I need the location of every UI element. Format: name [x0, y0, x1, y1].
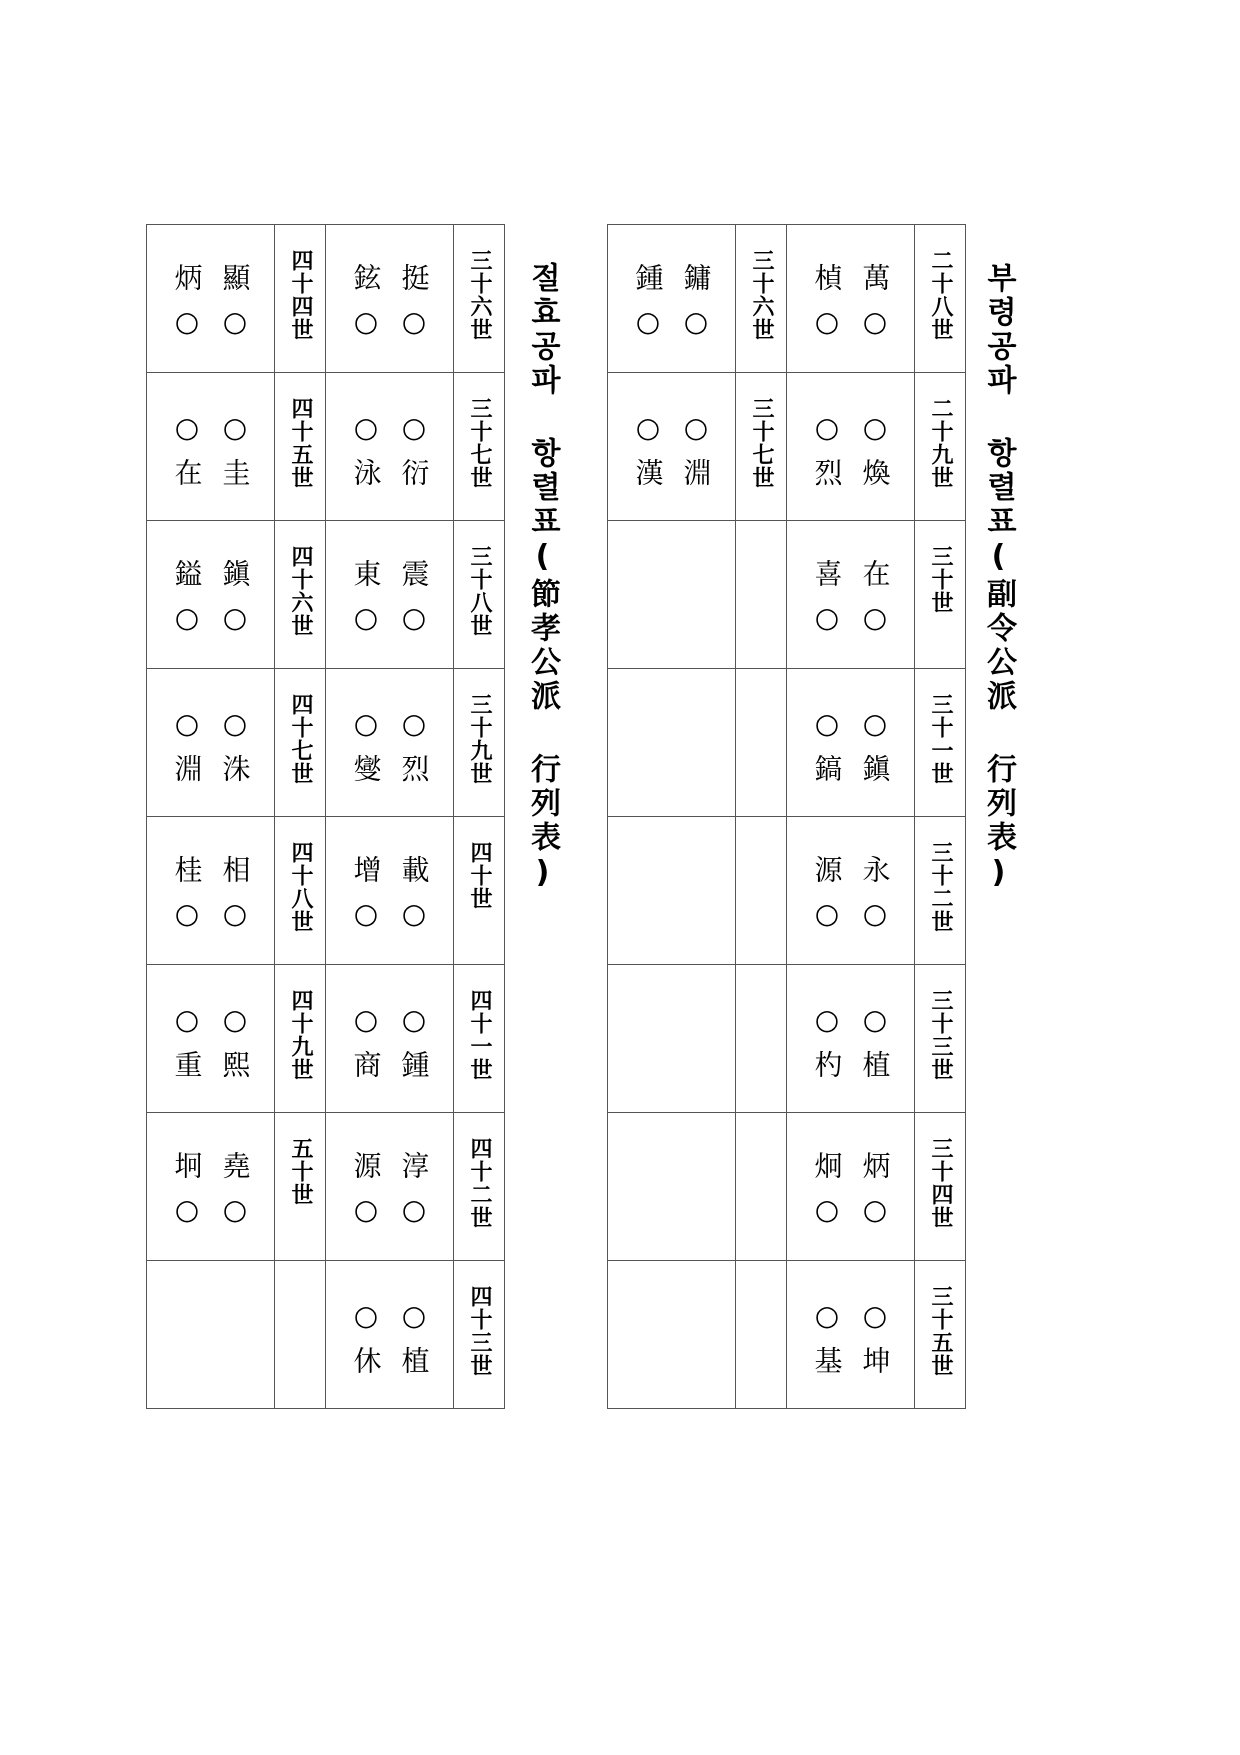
- generation-cell: [454, 1261, 505, 1409]
- name-char: 源○: [810, 855, 844, 944]
- table-row: [147, 1261, 505, 1409]
- name-cell: [326, 965, 454, 1113]
- name-char: 萬○: [858, 263, 892, 352]
- name-cell: [787, 817, 915, 965]
- generation-cell: [275, 965, 326, 1113]
- name-char: 挺○: [397, 263, 431, 352]
- name-cell: [608, 1261, 736, 1409]
- name-char: ○衍: [397, 411, 431, 500]
- name-char: 源○: [349, 1151, 383, 1240]
- name-char: ○燮: [349, 707, 383, 796]
- table-row: [608, 1113, 966, 1261]
- name-cell: [147, 373, 275, 521]
- name-char: 喜○: [810, 559, 844, 648]
- generation-label: 三十九世: [467, 693, 492, 785]
- name-char: ○圭: [218, 411, 252, 500]
- name-cell: [326, 1113, 454, 1261]
- name-cell: [326, 817, 454, 965]
- generation-label: 四十四世: [288, 249, 313, 341]
- generation-cell: [915, 965, 966, 1113]
- table-row: [147, 965, 505, 1113]
- generation-label: 三十八世: [467, 545, 492, 637]
- name-char: 淳○: [397, 1151, 431, 1240]
- name-char: ○鎭: [858, 707, 892, 796]
- generation-cell: [915, 373, 966, 521]
- generation-label: 四十五世: [288, 397, 313, 489]
- generation-cell: [736, 1261, 787, 1409]
- generation-cell: [454, 521, 505, 669]
- name-char: 載○: [397, 855, 431, 944]
- generation-cell: [275, 225, 326, 373]
- name-cell: [787, 965, 915, 1113]
- generation-cell: [454, 225, 505, 373]
- name-char: 炳○: [170, 263, 204, 352]
- name-char: ○商: [349, 1003, 383, 1092]
- table-row: [147, 669, 505, 817]
- generation-label: 三十世: [928, 545, 953, 614]
- table-row: [147, 225, 505, 373]
- generation-cell: [736, 373, 787, 521]
- name-cell: [147, 521, 275, 669]
- name-cell: [326, 669, 454, 817]
- table-row: [608, 521, 966, 669]
- name-cell: [147, 965, 275, 1113]
- generation-cell: [736, 669, 787, 817]
- name-char: ○泳: [349, 411, 383, 500]
- generation-cell: [454, 669, 505, 817]
- generation-label: 三十六世: [467, 249, 492, 341]
- name-char: 永○: [858, 855, 892, 944]
- name-char: ○煥: [858, 411, 892, 500]
- generation-label: 二十八世: [928, 249, 953, 341]
- name-char: ○基: [810, 1299, 844, 1388]
- name-cell: [326, 225, 454, 373]
- generation-cell: [454, 817, 505, 965]
- generation-cell: [275, 669, 326, 817]
- name-char: ○洙: [218, 707, 252, 796]
- generation-cell: [915, 669, 966, 817]
- table-row: [608, 373, 966, 521]
- generation-cell: [915, 1113, 966, 1261]
- name-char: 顯○: [218, 263, 252, 352]
- name-cell: [608, 1113, 736, 1261]
- name-char: 鏞○: [679, 263, 713, 352]
- generation-label: 三十六世: [749, 249, 774, 341]
- generation-cell: [275, 1261, 326, 1409]
- name-char: 鎭○: [218, 559, 252, 648]
- generation-label: 三十一世: [928, 693, 953, 785]
- name-cell: [787, 373, 915, 521]
- generation-cell: [736, 225, 787, 373]
- name-cell: [147, 1113, 275, 1261]
- name-char: ○鎬: [810, 707, 844, 796]
- name-cell: [326, 373, 454, 521]
- generation-cell: [915, 225, 966, 373]
- name-char: ○植: [858, 1003, 892, 1092]
- name-char: 增○: [349, 855, 383, 944]
- name-char: 坰○: [170, 1151, 204, 1240]
- generation-cell: [736, 965, 787, 1113]
- generation-label: 五十世: [288, 1137, 313, 1206]
- name-cell: [787, 669, 915, 817]
- name-char: 堯○: [218, 1151, 252, 1240]
- name-char: 楨○: [810, 263, 844, 352]
- generation-label: 四十一世: [467, 989, 492, 1081]
- name-char: ○淵: [679, 411, 713, 500]
- name-cell: [147, 225, 275, 373]
- name-char: ○烈: [397, 707, 431, 796]
- table-row: [147, 817, 505, 965]
- table-row: [147, 1113, 505, 1261]
- generation-cell: [915, 1261, 966, 1409]
- generation-label: 三十七世: [749, 397, 774, 489]
- generation-cell: [275, 373, 326, 521]
- name-cell: [787, 1113, 915, 1261]
- name-char: ○熙: [218, 1003, 252, 1092]
- table-row: [608, 225, 966, 373]
- name-char: ○坤: [858, 1299, 892, 1388]
- name-cell: [608, 225, 736, 373]
- generation-label: 三十五世: [928, 1285, 953, 1377]
- generation-label: 四十八世: [288, 841, 313, 933]
- name-char: ○淵: [170, 707, 204, 796]
- generation-label: 二十九世: [928, 397, 953, 489]
- generation-cell: [275, 817, 326, 965]
- name-char: 震○: [397, 559, 431, 648]
- generation-label: 四十二世: [467, 1137, 492, 1229]
- name-cell: [608, 373, 736, 521]
- name-cell: [787, 521, 915, 669]
- generation-cell: [275, 1113, 326, 1261]
- name-char: 桂○: [170, 855, 204, 944]
- generation-cell: [736, 1113, 787, 1261]
- name-char: 鎰○: [170, 559, 204, 648]
- name-char: ○休: [349, 1299, 383, 1388]
- table-title-jeolhyo: 절효공파 항렬표(節孝公派 行列表): [525, 262, 560, 894]
- generation-cell: [915, 521, 966, 669]
- generation-label: 三十二世: [928, 841, 953, 933]
- name-char: ○在: [170, 411, 204, 500]
- generation-cell: [454, 965, 505, 1113]
- generation-cell: [275, 521, 326, 669]
- name-cell: [608, 965, 736, 1113]
- name-cell: [326, 521, 454, 669]
- generation-label: 四十世: [467, 841, 492, 910]
- name-char: ○植: [397, 1299, 431, 1388]
- generation-cell: [454, 373, 505, 521]
- name-char: 鉉○: [349, 263, 383, 352]
- name-cell: [147, 817, 275, 965]
- generation-cell: [915, 817, 966, 965]
- table-row: [608, 965, 966, 1113]
- name-char: ○杓: [810, 1003, 844, 1092]
- name-cell: [147, 669, 275, 817]
- name-char: ○鍾: [397, 1003, 431, 1092]
- generation-cell: [736, 521, 787, 669]
- generation-label: 三十四世: [928, 1137, 953, 1229]
- generation-cell: [736, 817, 787, 965]
- generation-table-jeolhyo: [146, 224, 505, 1409]
- generation-table-buryeong: [607, 224, 966, 1409]
- name-char: 炯○: [810, 1151, 844, 1240]
- name-cell: [147, 1261, 275, 1409]
- name-cell: [608, 521, 736, 669]
- table-row: [608, 669, 966, 817]
- generation-label: 四十七世: [288, 693, 313, 785]
- name-char: ○重: [170, 1003, 204, 1092]
- generation-label: 四十九世: [288, 989, 313, 1081]
- table-row: [147, 373, 505, 521]
- table-row: [608, 1261, 966, 1409]
- generation-label: 四十六世: [288, 545, 313, 637]
- name-char: ○漢: [631, 411, 665, 500]
- name-char: 東○: [349, 559, 383, 648]
- table-title-buryeong: 부령공파 항렬표(副令公派 行列表): [981, 262, 1016, 894]
- generation-label: 三十三世: [928, 989, 953, 1081]
- generation-cell: [454, 1113, 505, 1261]
- table-row: [608, 817, 966, 965]
- name-char: ○烈: [810, 411, 844, 500]
- name-cell: [787, 1261, 915, 1409]
- name-cell: [608, 817, 736, 965]
- name-char: 鍾○: [631, 263, 665, 352]
- name-cell: [787, 225, 915, 373]
- generation-label: 三十七世: [467, 397, 492, 489]
- name-char: 在○: [858, 559, 892, 648]
- name-cell: [326, 1261, 454, 1409]
- table-row: [147, 521, 505, 669]
- generation-label: 四十三世: [467, 1285, 492, 1377]
- name-char: 相○: [218, 855, 252, 944]
- name-char: 炳○: [858, 1151, 892, 1240]
- name-cell: [608, 669, 736, 817]
